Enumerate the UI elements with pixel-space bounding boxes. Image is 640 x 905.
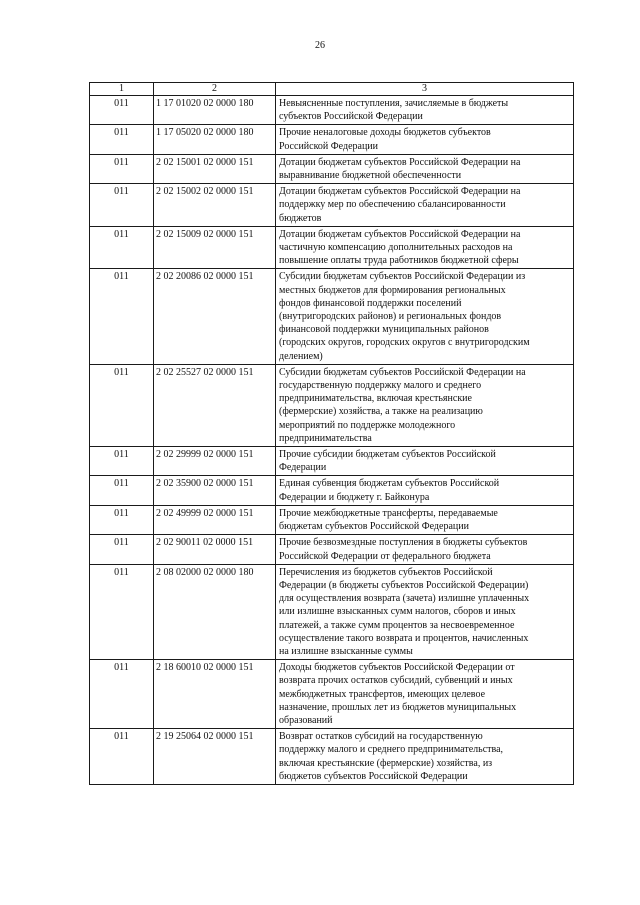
budget-code-cell: 2 02 49999 02 0000 151 [154, 505, 276, 534]
revenue-name-cell: Прочие безвозмездные поступления в бюджеты субъектов Российской Федерации от федерального бюджета [276, 535, 574, 564]
table-header-row [90, 83, 574, 96]
table-row [90, 660, 574, 729]
table-row [90, 125, 574, 154]
revenue-name-cell: Прочие неналоговые доходы бюджетов субъектов Российской Федерации [276, 125, 574, 154]
admin-code-cell: 011 [90, 269, 154, 364]
budget-code-cell: 1 17 05020 02 0000 180 [154, 125, 276, 154]
table-row [90, 564, 574, 659]
admin-code-cell: 011 [90, 154, 154, 183]
table-row [90, 96, 574, 125]
revenue-name-cell: Перечисления из бюджетов субъектов Российской Федерации (в бюджеты субъектов Российской Федерации) для осуществления возврата (зачета) излишне уплаченных или излишне взысканных сумм налогов, сборов и иных платежей, а также сумм процентов за несвоевременное осуществление такого возврата и процентов, начисленных на излишне взысканные суммы [276, 564, 574, 659]
admin-code-cell: 011 [90, 364, 154, 446]
table-row [90, 154, 574, 183]
revenue-name-cell: Прочие субсидии бюджетам субъектов Российской Федерации [276, 447, 574, 476]
table-row [90, 226, 574, 269]
budget-code-cell: 1 17 01020 02 0000 180 [154, 96, 276, 125]
revenue-name-cell: Дотации бюджетам субъектов Российской Федерации на поддержку мер по обеспечению сбалансированности бюджетов [276, 184, 574, 227]
admin-code-cell: 011 [90, 660, 154, 729]
budget-code-cell: 2 02 90011 02 0000 151 [154, 535, 276, 564]
admin-code-cell: 011 [90, 564, 154, 659]
table-row [90, 505, 574, 534]
budget-code-cell: 2 02 25527 02 0000 151 [154, 364, 276, 446]
revenue-name-cell: Субсидии бюджетам субъектов Российской Федерации на государственную поддержку малого и среднего предпринимательства, включая крестьянские (фермерские) хозяйства, а также на реализацию мероприятий по поддержке молодежного предпринимательства [276, 364, 574, 446]
column-header-2: 2 [154, 83, 276, 96]
revenue-name-cell: Единая субвенция бюджетам субъектов Российской Федерации и бюджету г. Байконура [276, 476, 574, 505]
budget-code-cell: 2 02 29999 02 0000 151 [154, 447, 276, 476]
admin-code-cell: 011 [90, 184, 154, 227]
budget-code-cell: 2 18 60010 02 0000 151 [154, 660, 276, 729]
admin-code-cell: 011 [90, 447, 154, 476]
column-header-3: 3 [276, 83, 574, 96]
page-number: 26 [315, 40, 325, 51]
admin-code-cell: 011 [90, 96, 154, 125]
budget-code-cell: 2 02 15009 02 0000 151 [154, 226, 276, 269]
table-row [90, 184, 574, 227]
table-row [90, 535, 574, 564]
budget-code-cell: 2 02 15002 02 0000 151 [154, 184, 276, 227]
table-row [90, 476, 574, 505]
table-row [90, 269, 574, 364]
revenue-codes-table [89, 82, 574, 785]
budget-code-cell: 2 02 20086 02 0000 151 [154, 269, 276, 364]
revenue-name-cell: Дотации бюджетам субъектов Российской Федерации на частичную компенсацию дополнительных расходов на повышение оплаты труда работников бюджетной сферы [276, 226, 574, 269]
column-header-1: 1 [90, 83, 154, 96]
admin-code-cell: 011 [90, 535, 154, 564]
revenue-name-cell: Возврат остатков субсидий на государственную поддержку малого и среднего предпринимательства, включая крестьянские (фермерские) хозяйства, из бюджетов субъектов Российской Федерации [276, 729, 574, 785]
revenue-name-cell: Субсидии бюджетам субъектов Российской Федерации из местных бюджетов для формирования региональных фондов финансовой поддержки поселений (внутригородских районов) и региональных фондов финансовой поддержки муниципальных районов (городских округов, городских округов с внутригородским делением) [276, 269, 574, 364]
admin-code-cell: 011 [90, 729, 154, 785]
revenue-name-cell: Доходы бюджетов субъектов Российской Федерации от возврата прочих остатков субсидий, субвенций и иных межбюджетных трансфертов, имеющих целевое назначение, прошлых лет из бюджетов муниципальных образований [276, 660, 574, 729]
table-row [90, 729, 574, 785]
budget-code-cell: 2 02 35900 02 0000 151 [154, 476, 276, 505]
budget-code-cell: 2 02 15001 02 0000 151 [154, 154, 276, 183]
admin-code-cell: 011 [90, 226, 154, 269]
revenue-name-cell: Прочие межбюджетные трансферты, передаваемые бюджетам субъектов Российской Федерации [276, 505, 574, 534]
admin-code-cell: 011 [90, 505, 154, 534]
revenue-name-cell: Дотации бюджетам субъектов Российской Федерации на выравнивание бюджетной обеспеченности [276, 154, 574, 183]
table-row [90, 447, 574, 476]
table-body [90, 96, 574, 785]
admin-code-cell: 011 [90, 476, 154, 505]
admin-code-cell: 011 [90, 125, 154, 154]
revenue-name-cell: Невыясненные поступления, зачисляемые в бюджеты субъектов Российской Федерации [276, 96, 574, 125]
table-row [90, 364, 574, 446]
budget-code-cell: 2 08 02000 02 0000 180 [154, 564, 276, 659]
budget-code-cell: 2 19 25064 02 0000 151 [154, 729, 276, 785]
